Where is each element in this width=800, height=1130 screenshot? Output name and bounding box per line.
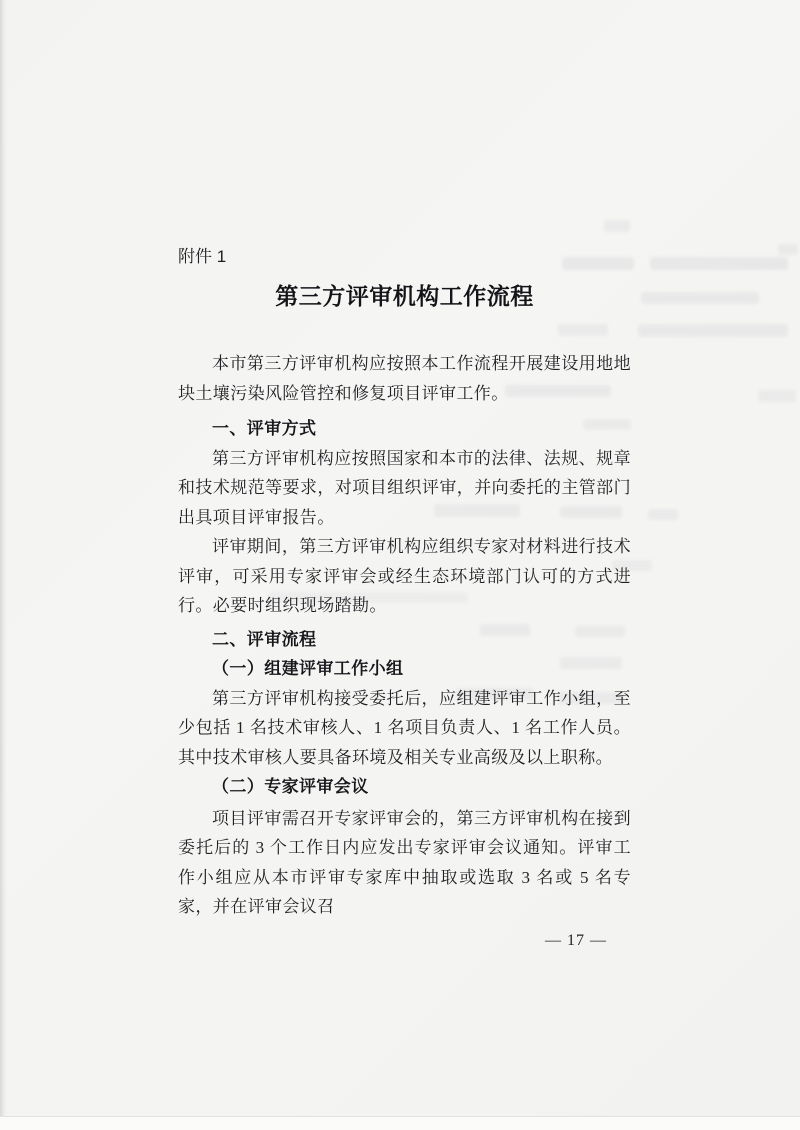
scan-bottom-band xyxy=(0,1116,800,1130)
section-2-heading: 二、评审流程 xyxy=(212,629,317,649)
bleedthrough-mark xyxy=(650,257,788,270)
document-body xyxy=(178,246,631,952)
bleedthrough-mark xyxy=(758,390,796,402)
section-2-sub-2-heading: （二）专家评审会议 xyxy=(212,777,369,796)
bleedthrough-mark xyxy=(778,244,798,255)
document-title: 第三方评审机构工作流程 xyxy=(275,283,534,309)
page-number: — 17 — xyxy=(545,931,607,949)
section-2-sub-2-paragraph: 项目评审需召开专家评审会的，第三方评审机构在接到委托后的 3 个工作日内应发出专家评审会议通知。评审工作小组应从本市评审专家库中抽取或选取 3 名或 5 名专家，并在评审会议召 xyxy=(178,808,631,916)
bleedthrough-mark xyxy=(604,220,630,232)
section-2-sub-1-paragraph: 第三方评审机构接受委托后，应组建评审工作小组，至少包括 1 名技术审核人、1 名项目负责人、1 名工作人员。其中技术审核人要具备环境及相关专业高级及以上职称。 xyxy=(178,688,631,767)
sheet-left-edge-shadow xyxy=(0,0,7,1118)
intro-paragraph: 本市第三方评审机构应按照本工作流程开展建设用地地块土壤污染风险管控和修复项目评审工作。 xyxy=(178,354,631,403)
attachment-label: 附件 1 xyxy=(178,247,227,266)
section-1-paragraph-2: 评审期间，第三方评审机构应组织专家对材料进行技术评审，可采用专家评审会或经生态环境部门认可的方式进行。必要时组织现场踏勘。 xyxy=(178,537,631,615)
section-1-heading: 一、评审方式 xyxy=(212,419,317,438)
bleedthrough-mark xyxy=(638,324,788,337)
bleedthrough-mark xyxy=(648,509,678,520)
bleedthrough-mark xyxy=(641,292,759,304)
section-2-sub-1-heading: （一）组建评审工作小组 xyxy=(212,659,404,678)
section-1-paragraph-1: 第三方评审机构应按照国家和本市的法律、法规、规章和技术规范等要求，对项目组织评审，并向委托的主管部门出具项目评审报告。 xyxy=(178,448,631,527)
